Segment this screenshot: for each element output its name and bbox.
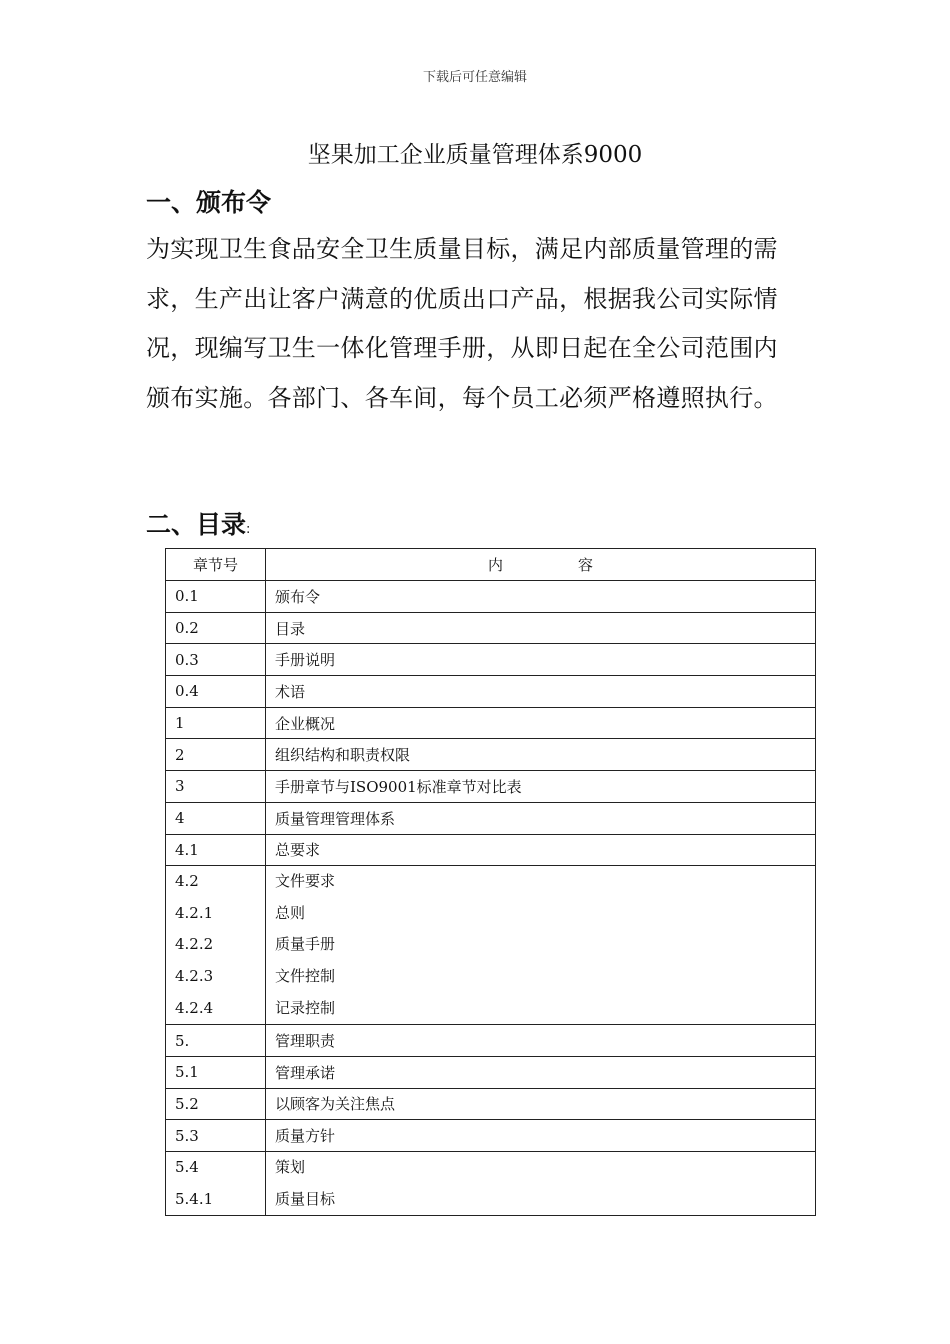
toc-chapter-number: 4.2.1: [175, 903, 214, 922]
table-row: [166, 771, 816, 803]
toc-chapter-title: 手册说明: [266, 644, 816, 676]
toc-chapter-title: 策划: [275, 1157, 306, 1176]
toc-table: [165, 548, 816, 1216]
table-row: [166, 644, 816, 676]
page-header: 下载后可任意编辑: [422, 70, 527, 85]
table-row: [166, 707, 816, 739]
toc-chapter-title: 目录: [266, 612, 816, 644]
toc-chapter-number: 0.3: [166, 644, 266, 676]
toc-chapter-title: 组织结构和职责权限: [266, 739, 816, 771]
toc-chapter-title: 质量管理管理体系: [266, 802, 816, 834]
section-heading-promulgation: [146, 183, 271, 219]
toc-chapter-title: 质量手册: [275, 935, 336, 954]
toc-chapter-number: 5.2: [166, 1088, 266, 1120]
promulgation-paragraph: 为实现卫生食品安全卫生质量目标，满足内部质量管理的需求，生产出让客户满意的优质出口产品，根据我公司实际情况，现编写卫生一体化管理手册，从即日起在全公司范围内颁布实施。各部门、各车间，每个员工必须严格遵照执行。: [146, 235, 778, 412]
toc-chapter-number: 5.4.1: [175, 1189, 214, 1208]
toc-chapter-title: 管理职责: [266, 1025, 816, 1057]
toc-chapter-number: 2: [166, 739, 266, 771]
toc-chapter-number: 5.: [166, 1025, 266, 1057]
toc-chapter-title: 管理承诺: [266, 1056, 816, 1088]
toc-chapter-titles: [266, 866, 816, 1025]
table-row: [166, 581, 816, 613]
table-row: [166, 739, 816, 771]
toc-chapter-title: 质量目标: [275, 1189, 336, 1208]
toc-chapter-title: 总则: [275, 903, 306, 922]
toc-chapter-number: 4.1: [166, 834, 266, 866]
toc-chapter-title: 以顾客为关注焦点: [266, 1088, 816, 1120]
table-row: [166, 612, 816, 644]
toc-chapter-title: 企业概况: [266, 707, 816, 739]
toc-chapter-number: 0.1: [166, 581, 266, 613]
document-title: 坚果加工企业质量管理体系9000: [307, 142, 643, 168]
section-heading-text: 一、颁布令: [146, 188, 272, 217]
toc-chapter-title: 术语: [266, 676, 816, 708]
table-row: [166, 834, 816, 866]
toc-header-row: [166, 549, 816, 581]
toc-chapter-numbers: [166, 1151, 266, 1215]
table-row: [166, 1025, 816, 1057]
toc-chapter-number: 5.1: [166, 1056, 266, 1088]
table-row: [166, 1056, 816, 1088]
toc-chapter-title: 文件要求: [275, 872, 336, 891]
toc-chapter-title: 质量方针: [266, 1120, 816, 1152]
toc-chapter-number: 0.2: [166, 612, 266, 644]
toc-chapter-number: 0.4: [166, 676, 266, 708]
toc-chapter-title: 记录控制: [275, 998, 336, 1017]
section-heading-colon: :: [246, 522, 251, 537]
table-row: [166, 1120, 816, 1152]
toc-chapter-number: 5.3: [166, 1120, 266, 1152]
toc-chapter-titles: [266, 1151, 816, 1215]
table-row: [166, 676, 816, 708]
table-row-group: [166, 866, 816, 1025]
toc-chapter-title: 文件控制: [275, 966, 336, 985]
toc-chapter-title: 手册章节与ISO9001标准章节对比表: [266, 771, 816, 803]
toc-chapter-number: 4.2.4: [175, 998, 214, 1017]
toc-chapter-number: 5.4: [175, 1157, 199, 1176]
toc-header-chapter: 章节号: [166, 549, 266, 581]
toc-chapter-numbers: [166, 866, 266, 1025]
table-row-group: [166, 1151, 816, 1215]
table-row: [166, 1088, 816, 1120]
toc-chapter-title: 总要求: [266, 834, 816, 866]
section-heading-text: 二、目录: [146, 510, 247, 539]
toc-chapter-number: 3: [166, 771, 266, 803]
toc-chapter-number: 4.2: [175, 872, 199, 891]
toc-chapter-number: 4.2.3: [175, 966, 214, 985]
table-row: [166, 802, 816, 834]
toc-chapter-title: 颁布令: [266, 581, 816, 613]
toc-chapter-number: 4.2.2: [175, 935, 214, 954]
toc-chapter-number: 1: [166, 707, 266, 739]
section-heading-contents: [146, 505, 250, 541]
toc-header-content: 内 容: [266, 549, 816, 581]
toc-chapter-number: 4: [166, 802, 266, 834]
